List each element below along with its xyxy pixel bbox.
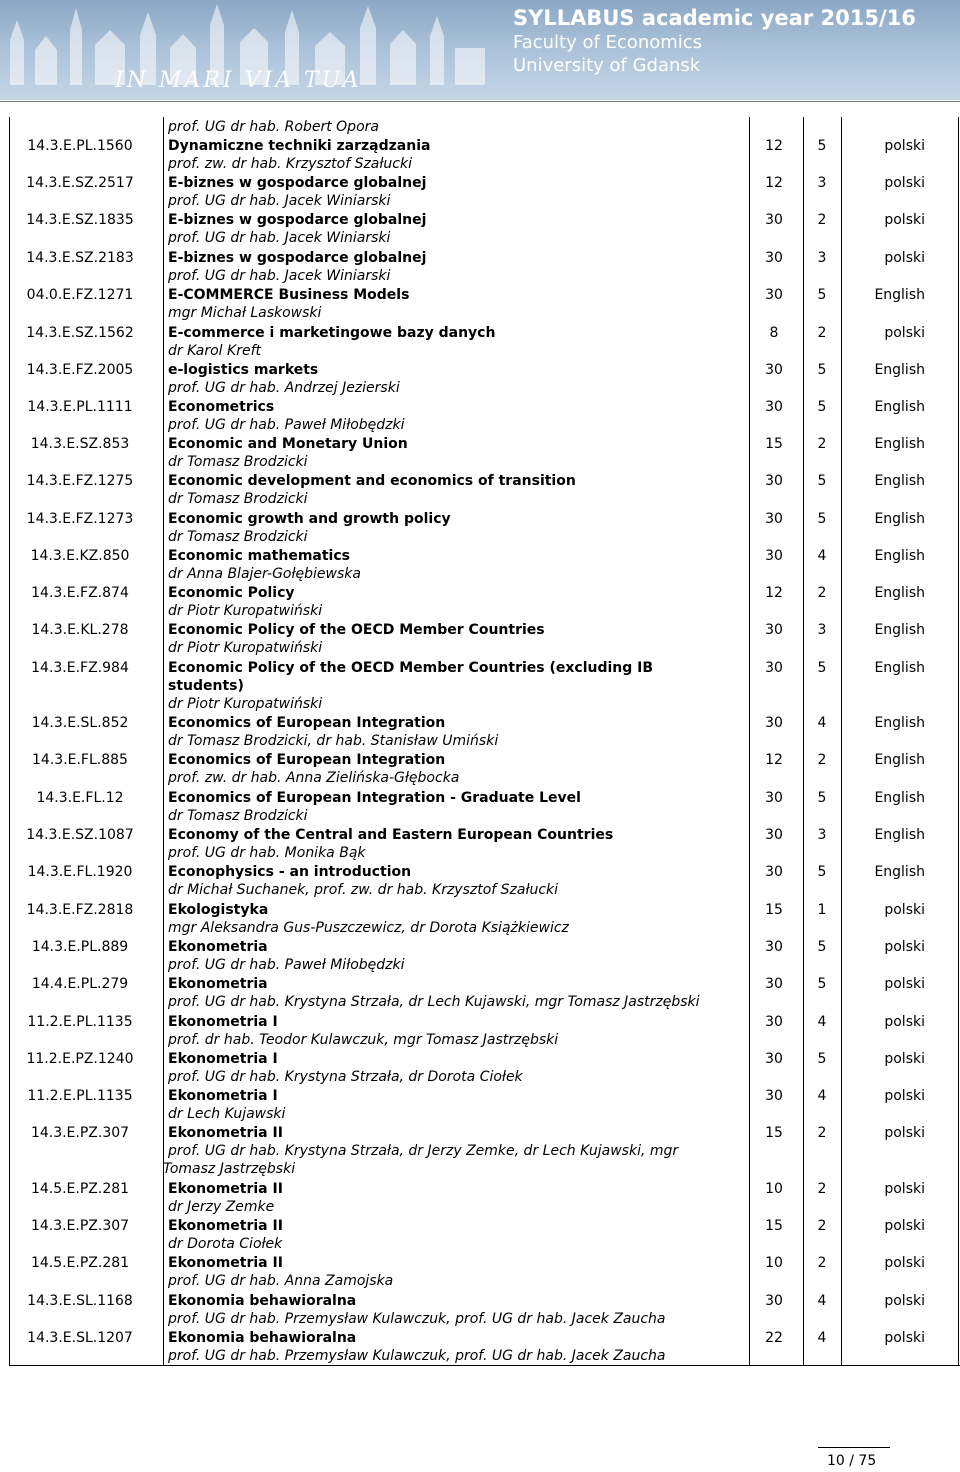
course-language: polski: [884, 1330, 925, 1346]
course-title: Economics of European Integration - Graduate Level: [168, 790, 581, 806]
course-ects: 2: [817, 1218, 827, 1234]
course-code: 14.5.E.PZ.281: [30, 1181, 130, 1197]
faculty-name: Faculty of Economics: [513, 32, 703, 53]
course-hours: 30: [765, 548, 783, 564]
lecturer-name: dr Michał Suchanek, prof. zw. dr hab. Krzysztof Szałucki: [168, 882, 559, 898]
course-hours: 30: [765, 511, 783, 527]
course-title: Ekonometria: [168, 939, 268, 955]
lecturer-name: prof. UG dr hab. Jacek Winiarski: [168, 193, 391, 209]
course-ects: 2: [817, 585, 827, 601]
course-hours: 30: [765, 473, 783, 489]
course-title: students): [168, 678, 244, 694]
lecturer-name: dr Tomasz Brodzicki: [168, 491, 308, 507]
lecturer-name: dr Tomasz Brodzicki: [168, 808, 308, 824]
page-number: 10 / 75: [827, 1453, 877, 1469]
course-hours: 30: [765, 622, 783, 638]
lecturer-name: dr Dorota Ciołek: [168, 1236, 283, 1252]
course-ects: 4: [817, 1014, 827, 1030]
lecturer-name: dr Tomasz Brodzicki, dr hab. Stanisław Umiński: [168, 733, 499, 749]
page-title: SYLLABUS academic year 2015/16: [513, 6, 916, 30]
course-hours: 30: [765, 864, 783, 880]
course-language: polski: [884, 212, 925, 228]
course-title: Ekonometria II: [168, 1255, 283, 1271]
course-hours: 30: [765, 715, 783, 731]
course-hours: 12: [765, 175, 783, 191]
course-title: Economic mathematics: [168, 548, 350, 564]
course-language: English: [874, 436, 925, 452]
course-code: 14.3.E.PZ.307: [30, 1125, 130, 1141]
course-language: English: [874, 399, 925, 415]
course-language: English: [874, 473, 925, 489]
course-hours: 30: [765, 362, 783, 378]
course-title: Ekonometria I: [168, 1088, 278, 1104]
course-code: 14.3.E.FZ.1273: [26, 511, 134, 527]
course-language: polski: [884, 902, 925, 918]
course-ects: 5: [817, 939, 827, 955]
course-language: English: [874, 790, 925, 806]
course-title: e-logistics markets: [168, 362, 319, 378]
course-ects: 5: [817, 399, 827, 415]
course-hours: 15: [765, 436, 783, 452]
course-ects: 5: [817, 138, 827, 154]
course-title: E-COMMERCE Business Models: [168, 287, 410, 303]
course-title: E-biznes w gospodarce globalnej: [168, 212, 427, 228]
lecturer-name: prof. UG dr hab. Anna Zamojska: [168, 1273, 394, 1289]
course-code: 14.3.E.SZ.853: [30, 436, 130, 452]
course-code: 14.3.E.FZ.2005: [26, 362, 134, 378]
lecturer-name: dr Anna Blajer-Gołębiewska: [168, 566, 361, 582]
lecturer-name: prof. UG dr hab. Monika Bąk: [168, 845, 366, 861]
course-ects: 4: [817, 548, 827, 564]
lecturer-name: mgr Michał Laskowski: [168, 305, 322, 321]
course-code: 14.3.E.SL.852: [31, 715, 129, 731]
course-code: 14.3.E.PL.1111: [27, 399, 133, 415]
column-divider: [749, 117, 750, 1366]
university-name: University of Gdansk: [513, 55, 701, 76]
course-ects: 5: [817, 511, 827, 527]
header-banner: [0, 0, 960, 100]
course-hours: 30: [765, 827, 783, 843]
lecturer-name: dr Lech Kujawski: [168, 1106, 286, 1122]
course-language: polski: [884, 250, 925, 266]
course-language: English: [874, 362, 925, 378]
course-title: Ekonometria I: [168, 1051, 278, 1067]
lecturer-name: dr Piotr Kuropatwiński: [168, 696, 323, 712]
lecturer-name: dr Karol Kreft: [168, 343, 261, 359]
course-language: polski: [884, 138, 925, 154]
course-hours: 30: [765, 399, 783, 415]
course-hours: 15: [765, 902, 783, 918]
course-hours: 22: [765, 1330, 783, 1346]
course-hours: 12: [765, 752, 783, 768]
lecturer-name: prof. UG dr hab. Krystyna Strzała, dr Jerzy Zemke, dr Lech Kujawski, mgr: [168, 1143, 679, 1159]
lecturer-name: prof. UG dr hab. Krystyna Strzała, dr Lech Kujawski, mgr Tomasz Jastrzębski: [168, 994, 700, 1010]
lecturer-name: prof. UG dr hab. Przemysław Kulawczuk, prof. UG dr hab. Jacek Zaucha: [168, 1311, 666, 1327]
column-divider: [958, 117, 959, 1366]
lecturer-name: prof. UG dr hab. Jacek Winiarski: [168, 268, 391, 284]
course-language: polski: [884, 325, 925, 341]
course-title: Economic Policy: [168, 585, 295, 601]
course-ects: 2: [817, 1125, 827, 1141]
course-code: 14.3.E.KZ.850: [30, 548, 130, 564]
course-code: 14.3.E.FL.12: [36, 790, 124, 806]
course-title: Ekonometria: [168, 976, 268, 992]
course-title: Economic Policy of the OECD Member Countries (excluding IB: [168, 660, 654, 676]
course-language: English: [874, 752, 925, 768]
course-code: 14.3.E.FL.885: [32, 752, 128, 768]
course-ects: 4: [817, 1330, 827, 1346]
course-code: 14.3.E.FZ.984: [31, 660, 129, 676]
course-title: Ekonometria II: [168, 1181, 283, 1197]
course-code: 14.3.E.SZ.2517: [26, 175, 134, 191]
course-code: 14.3.E.PZ.307: [30, 1218, 130, 1234]
course-ects: 4: [817, 715, 827, 731]
lecturer-name: prof. zw. dr hab. Anna Zielińska-Głębocka: [168, 770, 460, 786]
course-title: Economic Policy of the OECD Member Countries: [168, 622, 545, 638]
course-ects: 2: [817, 752, 827, 768]
course-title: Economics of European Integration: [168, 752, 446, 768]
lecturer-name: dr Tomasz Brodzicki: [168, 454, 308, 470]
course-title: Ekonomia behawioralna: [168, 1330, 357, 1346]
course-hours: 30: [765, 1293, 783, 1309]
course-title: Ekonometria II: [168, 1218, 283, 1234]
course-hours: 10: [765, 1255, 783, 1271]
course-hours: 30: [765, 939, 783, 955]
course-code: 04.0.E.FZ.1271: [26, 287, 134, 303]
course-ects: 1: [817, 902, 827, 918]
course-language: English: [874, 548, 925, 564]
course-hours: 30: [765, 212, 783, 228]
course-language: polski: [884, 1293, 925, 1309]
course-title: Ekonometria II: [168, 1125, 283, 1141]
lecturer-name: dr Jerzy Zemke: [168, 1199, 275, 1215]
course-title: Economy of the Central and Eastern European Countries: [168, 827, 614, 843]
course-ects: 5: [817, 790, 827, 806]
course-title: E-biznes w gospodarce globalnej: [168, 175, 427, 191]
course-hours: 15: [765, 1218, 783, 1234]
course-code: 14.3.E.SL.1168: [27, 1293, 133, 1309]
course-ects: 2: [817, 325, 827, 341]
lecturer-name: prof. UG dr hab. Robert Opora: [168, 119, 379, 135]
course-title: Economics of European Integration: [168, 715, 446, 731]
lecturer-name: prof. UG dr hab. Krystyna Strzała, dr Dorota Ciołek: [168, 1069, 523, 1085]
lecturer-name: dr Tomasz Brodzicki: [168, 529, 308, 545]
course-title: Ekonomia behawioralna: [168, 1293, 357, 1309]
course-ects: 5: [817, 287, 827, 303]
course-code: 14.3.E.FZ.1275: [26, 473, 134, 489]
course-ects: 4: [817, 1088, 827, 1104]
course-ects: 5: [817, 473, 827, 489]
course-title: Ekonometria I: [168, 1014, 278, 1030]
course-ects: 5: [817, 976, 827, 992]
lecturer-name: Tomasz Jastrzębski: [163, 1161, 296, 1177]
course-language: English: [874, 622, 925, 638]
course-language: polski: [884, 175, 925, 191]
course-code: 14.3.E.FL.1920: [27, 864, 133, 880]
course-title: Econophysics - an introduction: [168, 864, 412, 880]
course-ects: 2: [817, 212, 827, 228]
course-code: 14.3.E.SZ.1835: [26, 212, 134, 228]
course-hours: 15: [765, 1125, 783, 1141]
course-hours: 30: [765, 287, 783, 303]
course-language: polski: [884, 1088, 925, 1104]
lecturer-name: prof. zw. dr hab. Krzysztof Szałucki: [168, 156, 412, 172]
course-ects: 3: [817, 175, 827, 191]
course-ects: 5: [817, 362, 827, 378]
course-hours: 30: [765, 790, 783, 806]
lecturer-name: prof. UG dr hab. Paweł Miłobędzki: [168, 957, 405, 973]
course-language: polski: [884, 1218, 925, 1234]
course-hours: 30: [765, 1051, 783, 1067]
course-ects: 3: [817, 622, 827, 638]
course-ects: 2: [817, 436, 827, 452]
column-divider: [841, 117, 842, 1366]
course-code: 14.5.E.PZ.281: [30, 1255, 130, 1271]
course-title: Economic and Monetary Union: [168, 436, 408, 452]
course-language: polski: [884, 1255, 925, 1271]
course-title: E-biznes w gospodarce globalnej: [168, 250, 427, 266]
footer-divider: [818, 1447, 890, 1448]
course-hours: 10: [765, 1181, 783, 1197]
course-hours: 30: [765, 660, 783, 676]
course-language: polski: [884, 1051, 925, 1067]
course-ects: 2: [817, 1181, 827, 1197]
column-divider: [163, 117, 164, 1366]
column-divider: [803, 117, 804, 1366]
course-ects: 5: [817, 1051, 827, 1067]
course-code: 14.3.E.FZ.874: [31, 585, 129, 601]
course-language: polski: [884, 939, 925, 955]
course-language: English: [874, 511, 925, 527]
course-code: 14.3.E.SZ.1087: [26, 827, 134, 843]
course-title: Dynamiczne techniki zarządzania: [168, 138, 431, 154]
course-language: English: [874, 827, 925, 843]
course-title: Econometrics: [168, 399, 275, 415]
course-language: English: [874, 864, 925, 880]
course-code: 11.2.E.PL.1135: [27, 1014, 133, 1030]
course-hours: 30: [765, 1014, 783, 1030]
header-divider: [0, 101, 960, 102]
lecturer-name: dr Piotr Kuropatwiński: [168, 603, 323, 619]
course-title: E-commerce i marketingowe bazy danych: [168, 325, 496, 341]
lecturer-name: mgr Aleksandra Gus-Puszczewicz, dr Dorota Książkiewicz: [168, 920, 569, 936]
course-hours: 12: [765, 585, 783, 601]
course-hours: 12: [765, 138, 783, 154]
course-language: polski: [884, 1181, 925, 1197]
lecturer-name: dr Piotr Kuropatwiński: [168, 640, 323, 656]
course-language: English: [874, 715, 925, 731]
course-language: polski: [884, 976, 925, 992]
course-code: 14.3.E.SZ.2183: [26, 250, 134, 266]
course-code: 14.3.E.PL.889: [31, 939, 129, 955]
lecturer-name: prof. dr hab. Teodor Kulawczuk, mgr Tomasz Jastrzębski: [168, 1032, 559, 1048]
lecturer-name: prof. UG dr hab. Andrzej Jezierski: [168, 380, 400, 396]
lecturer-name: prof. UG dr hab. Jacek Winiarski: [168, 230, 391, 246]
course-ects: 3: [817, 250, 827, 266]
motto-logo: IN MARI VIA TUA: [115, 68, 362, 93]
course-ects: 4: [817, 1293, 827, 1309]
lecturer-name: prof. UG dr hab. Przemysław Kulawczuk, prof. UG dr hab. Jacek Zaucha: [168, 1348, 666, 1364]
course-language: polski: [884, 1014, 925, 1030]
course-language: English: [874, 660, 925, 676]
course-hours: 30: [765, 976, 783, 992]
course-ects: 3: [817, 827, 827, 843]
course-code: 14.3.E.FZ.2818: [26, 902, 134, 918]
course-ects: 2: [817, 1255, 827, 1271]
course-language: polski: [884, 1125, 925, 1141]
course-title: Economic growth and growth policy: [168, 511, 451, 527]
course-language: English: [874, 585, 925, 601]
course-code: 14.3.E.SZ.1562: [26, 325, 134, 341]
course-language: English: [874, 287, 925, 303]
lecturer-name: prof. UG dr hab. Paweł Miłobędzki: [168, 417, 405, 433]
course-hours: 30: [765, 1088, 783, 1104]
course-code: 11.2.E.PL.1135: [27, 1088, 133, 1104]
course-ects: 5: [817, 660, 827, 676]
course-title: Ekologistyka: [168, 902, 269, 918]
course-title: Economic development and economics of transition: [168, 473, 576, 489]
course-code: 11.2.E.PZ.1240: [26, 1051, 134, 1067]
course-ects: 5: [817, 864, 827, 880]
course-hours: 8: [769, 325, 779, 341]
course-code: 14.3.E.KL.278: [31, 622, 129, 638]
course-code: 14.4.E.PL.279: [31, 976, 129, 992]
course-code: 14.3.E.PL.1560: [27, 138, 133, 154]
course-hours: 30: [765, 250, 783, 266]
course-code: 14.3.E.SL.1207: [27, 1330, 133, 1346]
